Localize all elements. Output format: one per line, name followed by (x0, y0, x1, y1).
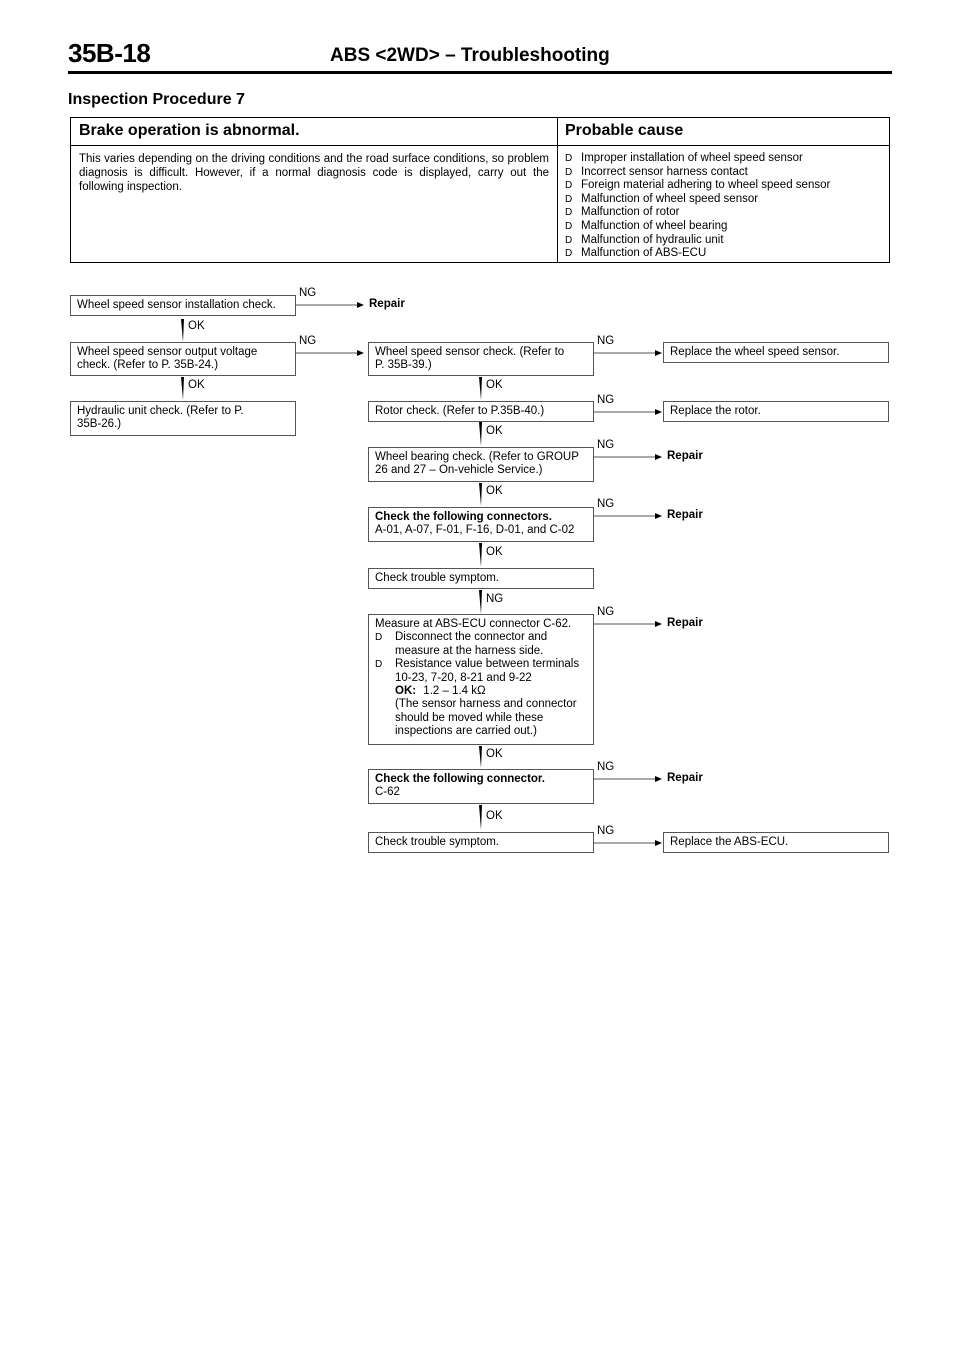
bullet-icon: D (565, 248, 573, 260)
bullet-icon: D (565, 153, 573, 164)
ok-label: OK (486, 748, 503, 760)
bullet-icon: D (565, 220, 573, 232)
ok-label: OK (486, 546, 503, 558)
repair-label: Repair (667, 509, 703, 521)
page-title: ABS <2WD> – Troubleshooting (330, 45, 610, 66)
ng-label: NG (486, 593, 504, 605)
trouble-symptom-box-2: Check trouble symptom. (368, 832, 594, 853)
cause-item: D Malfunction of wheel speed sensor (565, 192, 759, 205)
replace-rotor-box: Replace the rotor. (663, 401, 889, 422)
bullet-icon: D (565, 193, 573, 205)
cause-item: D Malfunction of wheel bearing (565, 219, 728, 232)
ok-label: OK (188, 320, 205, 332)
rotor-check-box: Rotor check. (Refer to P.35B-40.) (368, 401, 594, 422)
cause-item: D Incorrect sensor harness contact (565, 165, 748, 178)
section-title: Inspection Procedure 7 (68, 91, 245, 108)
bearing-check-box: Wheel bearing check. (Refer to GROUP 26 and 27 – On-vehicle Service.) (368, 447, 594, 482)
ok-label: OK (486, 379, 503, 391)
ok-label: OK (486, 425, 503, 437)
symptom-description: This varies depending on the driving conditions and the road surface conditions, so problem diagnosis is difficult. However, if a normal diagnosis code is displayed, carry out the following inspection. (79, 153, 549, 193)
repair-label: Repair (369, 298, 405, 310)
install-check-box: Wheel speed sensor installation check. (70, 295, 296, 316)
bullet-icon: D (565, 166, 573, 178)
trouble-symptom-box-1: Check trouble symptom. (368, 568, 594, 589)
replace-sensor-box: Replace the wheel speed sensor. (663, 342, 889, 363)
bullet-icon: D (565, 234, 573, 246)
ng-label: NG (597, 498, 615, 510)
connectors-check-box: Check the following connectors. A-01, A-07, F-01, F-16, D-01, and C-02 (368, 507, 594, 542)
sensor-check-box: Wheel speed sensor check. (Refer to P. 35B-39.) (368, 342, 594, 376)
ng-label: NG (597, 335, 615, 347)
ok-label: OK (486, 485, 503, 497)
cause-item: D Malfunction of hydraulic unit (565, 233, 724, 246)
bullet-icon: D (375, 659, 383, 671)
ng-label: NG (299, 287, 317, 299)
ok-label: OK (486, 810, 503, 822)
cause-item: D Malfunction of rotor (565, 206, 680, 219)
replace-ecu-box: Replace the ABS-ECU. (663, 832, 889, 853)
ng-label: NG (597, 761, 615, 773)
ng-label: NG (299, 335, 317, 347)
hydraulic-unit-check-box: Hydraulic unit check. (Refer to P. 35B-26.) (70, 401, 296, 436)
symptom-header: Brake operation is abnormal. (79, 122, 300, 139)
cause-item: D Foreign material adhering to wheel speed sensor (565, 179, 831, 192)
bullet-icon: D (565, 207, 573, 219)
ng-label: NG (597, 439, 615, 451)
measure-ecu-box: Measure at ABS-ECU connector C-62. D Disconnect the connector and measure at the harness side. D Resistance value between terminals 10-23, 7-20, 8-21 and 9-22 OK: 1.2 – 1.4 kΩ (The sensor harness and connector should be moved while these inspections are carried out.) (368, 614, 594, 745)
repair-label: Repair (667, 617, 703, 629)
cause-item: D Improper installation of wheel speed sensor (565, 152, 803, 164)
ng-label: NG (597, 606, 615, 618)
probable-cause-header: Probable cause (565, 122, 684, 139)
page-number: 35B-18 (68, 38, 151, 68)
output-voltage-check-box: Wheel speed sensor output voltage check. (Refer to P. 35B-24.) (70, 342, 296, 376)
connector-c62-check-box: Check the following connector. C-62 (368, 769, 594, 804)
ok-label: OK (188, 379, 205, 391)
bullet-icon: D (565, 180, 573, 192)
ng-label: NG (597, 394, 615, 406)
repair-label: Repair (667, 450, 703, 462)
bullet-icon: D (375, 632, 383, 644)
cause-item: D Malfunction of ABS-ECU (565, 247, 707, 260)
ng-label: NG (597, 825, 615, 837)
repair-label: Repair (667, 772, 703, 784)
